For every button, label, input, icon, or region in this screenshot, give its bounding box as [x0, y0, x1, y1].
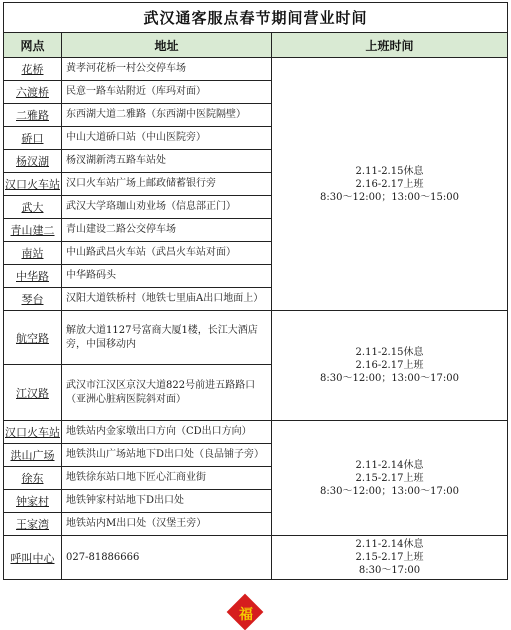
- hours-line: 2.15-2.17上班: [355, 472, 424, 484]
- site-cell: [4, 536, 62, 580]
- address-line: 地铁钟家村站地下D出口处: [66, 495, 185, 506]
- address-line: 解放大道1127号富商大厦1楼，长江大酒店: [66, 324, 258, 336]
- table-row: [4, 311, 508, 365]
- table-body: [4, 58, 508, 580]
- address-cell: [62, 536, 272, 580]
- address-line: 地铁洪山广场站地下D出口处（良品铺子旁）: [66, 449, 265, 460]
- address-cell: [62, 365, 272, 421]
- site-name[interactable]: 徐东: [21, 472, 44, 485]
- address-line: 青山建设二路公交停车场: [66, 224, 176, 235]
- address-cell: [62, 444, 272, 467]
- address-cell: [62, 421, 272, 444]
- hours-line: 2.16-2.17上班: [355, 178, 424, 190]
- address-cell: [62, 196, 272, 219]
- site-cell: [4, 365, 62, 421]
- address-cell: [62, 58, 272, 81]
- address-cell: [62, 81, 272, 104]
- site-cell: [4, 265, 62, 288]
- address-cell: [62, 265, 272, 288]
- header-hours: 上班时间: [272, 33, 508, 58]
- hours-cell: [272, 58, 508, 311]
- address-cell: [62, 288, 272, 311]
- site-cell: [4, 311, 62, 365]
- site-cell: [4, 490, 62, 513]
- address-cell: [62, 490, 272, 513]
- table-row: [4, 421, 508, 444]
- hours-cell: [272, 536, 508, 580]
- address-line: 武汉大学珞珈山劝业场（信息部正门）: [66, 201, 236, 212]
- address-line: 民意一路车站附近（库玛对面）: [66, 86, 206, 97]
- site-name[interactable]: 王家湾: [16, 518, 49, 531]
- table-title: 武汉通客服点春节期间营业时间: [4, 3, 508, 33]
- address-cell: [62, 311, 272, 365]
- address-line: 黄孝河花桥一村公交停车场: [66, 63, 186, 74]
- address-line: 东西湖大道二雅路（东西湖中医院隔壁）: [66, 109, 246, 120]
- site-cell: [4, 421, 62, 444]
- site-cell: [4, 196, 62, 219]
- address-line: 地铁徐东站口地下匠心汇商业街: [66, 472, 206, 483]
- site-cell: [4, 513, 62, 536]
- site-name[interactable]: 二雅路: [16, 109, 49, 122]
- holiday-hours-table: [3, 2, 508, 580]
- address-cell: [62, 150, 272, 173]
- header-site: 网点: [4, 33, 62, 58]
- address-cell: [62, 127, 272, 150]
- hours-line: 8:30～17:00: [358, 565, 421, 576]
- address-cell: [62, 219, 272, 242]
- site-name[interactable]: 六渡桥: [16, 86, 49, 99]
- site-cell: [4, 242, 62, 265]
- hours-cell: [272, 311, 508, 421]
- site-cell: [4, 173, 62, 196]
- header-address: 地址: [62, 33, 272, 58]
- address-line: 中山大道硚口站（中山医院旁）: [66, 132, 206, 143]
- address-line: 旁，中国移动内: [66, 338, 136, 350]
- address-cell: [62, 242, 272, 265]
- hours-cell: [272, 421, 508, 536]
- site-name[interactable]: 呼叫中心: [10, 551, 55, 565]
- site-cell: [4, 104, 62, 127]
- site-name[interactable]: 洪山广场: [10, 449, 55, 462]
- hours-line: 2.11-2.15休息: [355, 165, 424, 177]
- site-cell: [4, 127, 62, 150]
- site-name[interactable]: 花桥: [21, 63, 44, 76]
- address-line: 中山路武昌火车站（武昌火车站对面）: [66, 247, 236, 258]
- address-cell: [62, 467, 272, 490]
- site-name[interactable]: 航空路: [16, 331, 49, 345]
- address-line: 汉阳大道铁桥村（地铁七里庙A出口地面上）: [66, 293, 264, 304]
- site-cell: [4, 467, 62, 490]
- site-name[interactable]: 琴台: [21, 293, 44, 306]
- address-line: 杨汊湖新湾五路车站处: [66, 155, 166, 166]
- hours-line: 2.11-2.14休息: [355, 459, 424, 471]
- site-cell: [4, 58, 62, 81]
- site-name[interactable]: 江汉路: [16, 386, 49, 400]
- site-cell: [4, 81, 62, 104]
- site-cell: [4, 288, 62, 311]
- site-cell: [4, 219, 62, 242]
- address-line: 地铁站内金家墩出口方向（CD出口方向）: [66, 426, 252, 437]
- address-line: 027-81886666: [66, 551, 140, 563]
- site-name[interactable]: 武大: [21, 201, 44, 214]
- site-name[interactable]: 汉口火车站: [5, 178, 60, 191]
- hours-line: 8:30～12:00；13:00～17:00: [320, 485, 459, 497]
- site-name[interactable]: 硚口: [21, 132, 44, 145]
- address-cell: [62, 513, 272, 536]
- hours-line: 2.15-2.17上班: [355, 552, 424, 563]
- site-name[interactable]: 汉口火车站: [5, 426, 60, 439]
- table-row: [4, 536, 508, 580]
- site-name[interactable]: 南站: [21, 247, 44, 260]
- address-line: （亚洲心脏病医院斜对面）: [66, 393, 186, 405]
- site-cell: [4, 444, 62, 467]
- site-name[interactable]: 青山建二: [10, 224, 55, 237]
- site-cell: [4, 150, 62, 173]
- table-row: [4, 58, 508, 81]
- address-line: 中华路码头: [66, 270, 116, 281]
- fu-stamp-char: 福: [239, 607, 253, 623]
- address-line: 地铁站内M出口处（汉堡王旁）: [66, 518, 207, 529]
- hours-line: 8:30～12:00；13:00～17:00: [320, 373, 459, 384]
- hours-line: 2.11-2.14休息: [355, 539, 424, 550]
- address-cell: [62, 173, 272, 196]
- address-line: 武汉市江汉区京汉大道822号前进五路路口: [66, 379, 256, 391]
- address-cell: [62, 104, 272, 127]
- site-name[interactable]: 钟家村: [16, 495, 49, 508]
- hours-line: 2.16-2.17上班: [355, 360, 424, 371]
- hours-line: 2.11-2.15休息: [355, 347, 424, 358]
- site-name[interactable]: 杨汊湖: [16, 155, 49, 168]
- hours-line: 8:30～12:00；13:00～15:00: [320, 191, 459, 203]
- site-name[interactable]: 中华路: [16, 270, 49, 283]
- address-line: 汉口火车站广场上邮政储蓄银行旁: [66, 178, 216, 189]
